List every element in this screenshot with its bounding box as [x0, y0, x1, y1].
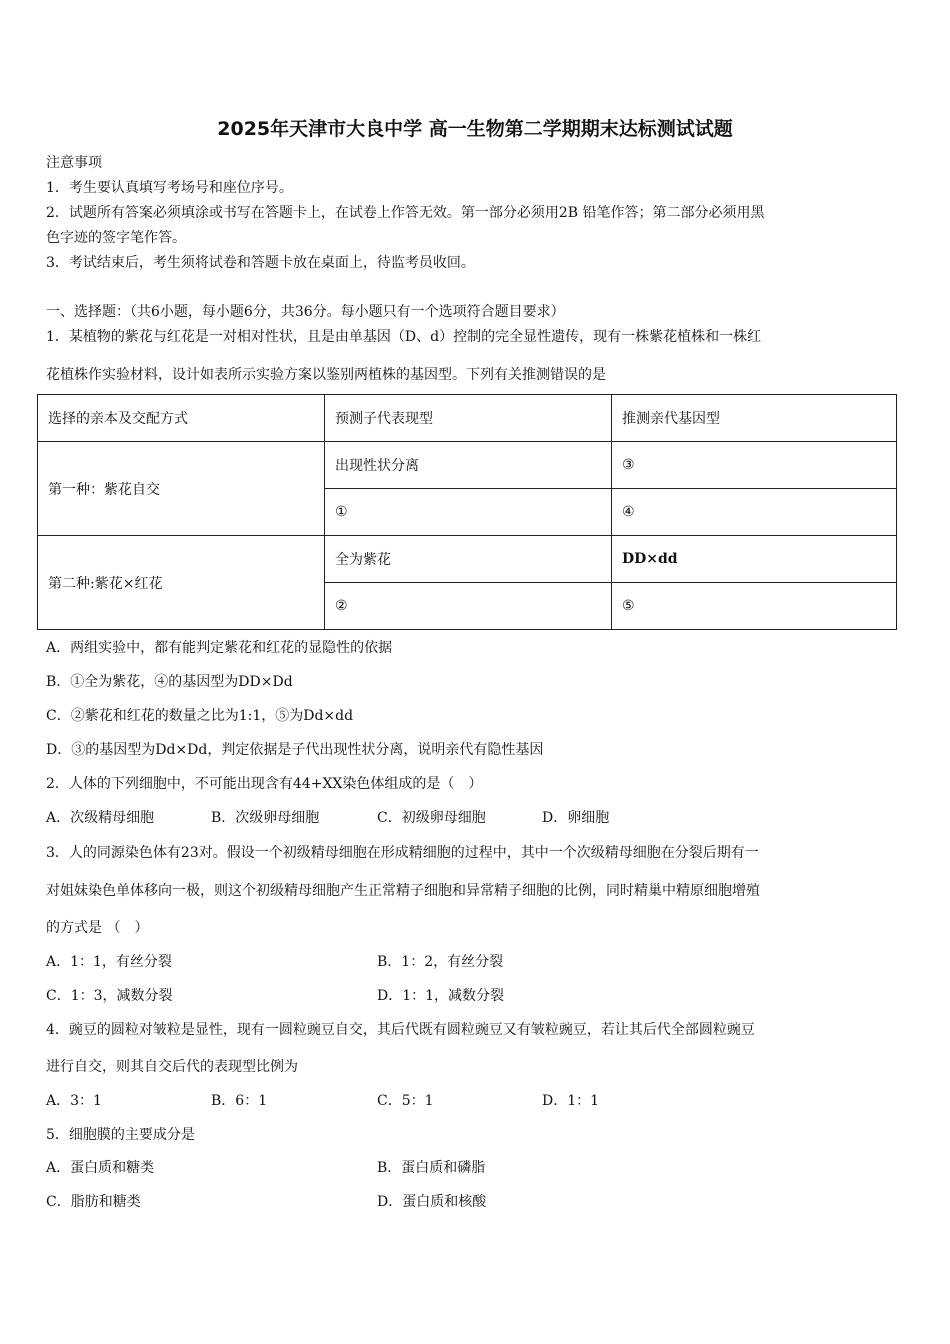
- section-heading: 一、选择题：（共6小题，每小题6分，共36分。每小题只有一个选项符合题目要求）: [46, 304, 565, 320]
- notice-item: 1．考生要认真填写考场号和座位序号。: [46, 180, 293, 196]
- answer-option: D．1：1，减数分裂: [377, 988, 505, 1004]
- answer-option: B．蛋白质和磷脂: [377, 1160, 486, 1176]
- table-header-cell: 推测亲代基因型: [612, 395, 897, 442]
- answer-option: B．次级卵母细胞: [211, 810, 320, 826]
- table-cell: ③: [612, 442, 897, 489]
- table-cell: ②: [325, 583, 612, 630]
- answer-option: D．卵细胞: [542, 810, 610, 826]
- table-cell: 全为紫花: [325, 536, 612, 583]
- answer-option: A．蛋白质和糖类: [46, 1160, 155, 1176]
- answer-option: A．1：1，有丝分裂: [46, 954, 172, 970]
- answer-option: B．6：1: [211, 1093, 268, 1109]
- answer-option: A．两组实验中，都有能判定紫花和红花的显隐性的依据: [46, 640, 393, 656]
- question-3-stem: 3．人的同源染色体有23对。假设一个初级精母细胞在形成精细胞的过程中，其中一个次级精母细胞在分裂后期有一: [46, 845, 759, 861]
- notice-item: 色字迹的签字笔作答。: [46, 230, 186, 246]
- notice-heading: 注意事项: [46, 155, 102, 171]
- answer-option: B．①全为紫花，④的基因型为DD×Dd: [46, 674, 293, 690]
- table-row-label: 第二种:紫花×红花: [38, 536, 325, 630]
- question-1-stem: 花植株作实验材料，设计如表所示实验方案以鉴别两植株的基因型。下列有关推测错误的是: [46, 367, 606, 383]
- notice-item: 3．考试结束后，考生须将试卷和答题卡放在桌面上，待监考员收回。: [46, 255, 475, 271]
- question-2-stem: 2．人体的下列细胞中，不可能出现含有44+XX染色体组成的是（ ）: [46, 776, 483, 792]
- question-4-stem: 进行自交，则其自交后代的表现型比例为: [46, 1059, 298, 1075]
- answer-option: C．5：1: [377, 1093, 434, 1109]
- answer-option: A．3：1: [46, 1093, 102, 1109]
- table-row: [38, 536, 897, 583]
- answer-option: D．蛋白质和核酸: [377, 1194, 487, 1210]
- table-cell: ⑤: [612, 583, 897, 630]
- question-1-stem: 1．某植物的紫花与红花是一对相对性状，且是由单基因（D、d）控制的完全显性遗传，现有一株紫花植株和一株红: [46, 329, 762, 345]
- table-cell: DD×dd: [612, 536, 897, 583]
- question-4-stem: 4．豌豆的圆粒对皱粒是显性，现有一圆粒豌豆自交，其后代既有圆粒豌豆又有皱粒豌豆，若让其后代全部圆粒豌豆: [46, 1022, 755, 1038]
- question-3-stem: 的方式是 （ ）: [46, 920, 149, 936]
- table-cell: ①: [325, 489, 612, 536]
- answer-option: C．初级卵母细胞: [377, 810, 486, 826]
- table-cell: ④: [612, 489, 897, 536]
- table-header-row: [38, 395, 897, 442]
- table-header-cell: 选择的亲本及交配方式: [38, 395, 325, 442]
- answer-option: D．③的基因型为Dd×Dd，判定依据是子代出现性状分离，说明亲代有隐性基因: [46, 742, 544, 758]
- table-header-cell: 预测子代表现型: [325, 395, 612, 442]
- answer-option: B．1：2，有丝分裂: [377, 954, 504, 970]
- page-title: 2025年天津市大良中学 高一生物第二学期期末达标测试试题: [217, 118, 733, 140]
- answer-option: A．次级精母细胞: [46, 810, 155, 826]
- table-cell: 出现性状分离: [325, 442, 612, 489]
- answer-option: C．脂肪和糖类: [46, 1194, 141, 1210]
- answer-option: D．1：1: [542, 1093, 600, 1109]
- table-row-label: 第一种：紫花自交: [38, 442, 325, 536]
- question-3-stem: 对姐妹染色单体移向一极，则这个初级精母细胞产生正常精子细胞和异常精子细胞的比例，同时精巢中精原细胞增殖: [46, 883, 760, 899]
- answer-option: C．②紫花和红花的数量之比为1:1，⑤为Dd×dd: [46, 708, 354, 724]
- experiment-table: [37, 394, 897, 630]
- question-5-stem: 5．细胞膜的主要成分是: [46, 1127, 195, 1143]
- notice-item: 2．试题所有答案必须填涂或书写在答题卡上，在试卷上作答无效。第一部分必须用2B 铅笔作答；第二部分必须用黑: [46, 205, 765, 221]
- table-row: [38, 442, 897, 489]
- answer-option: C．1：3，减数分裂: [46, 988, 173, 1004]
